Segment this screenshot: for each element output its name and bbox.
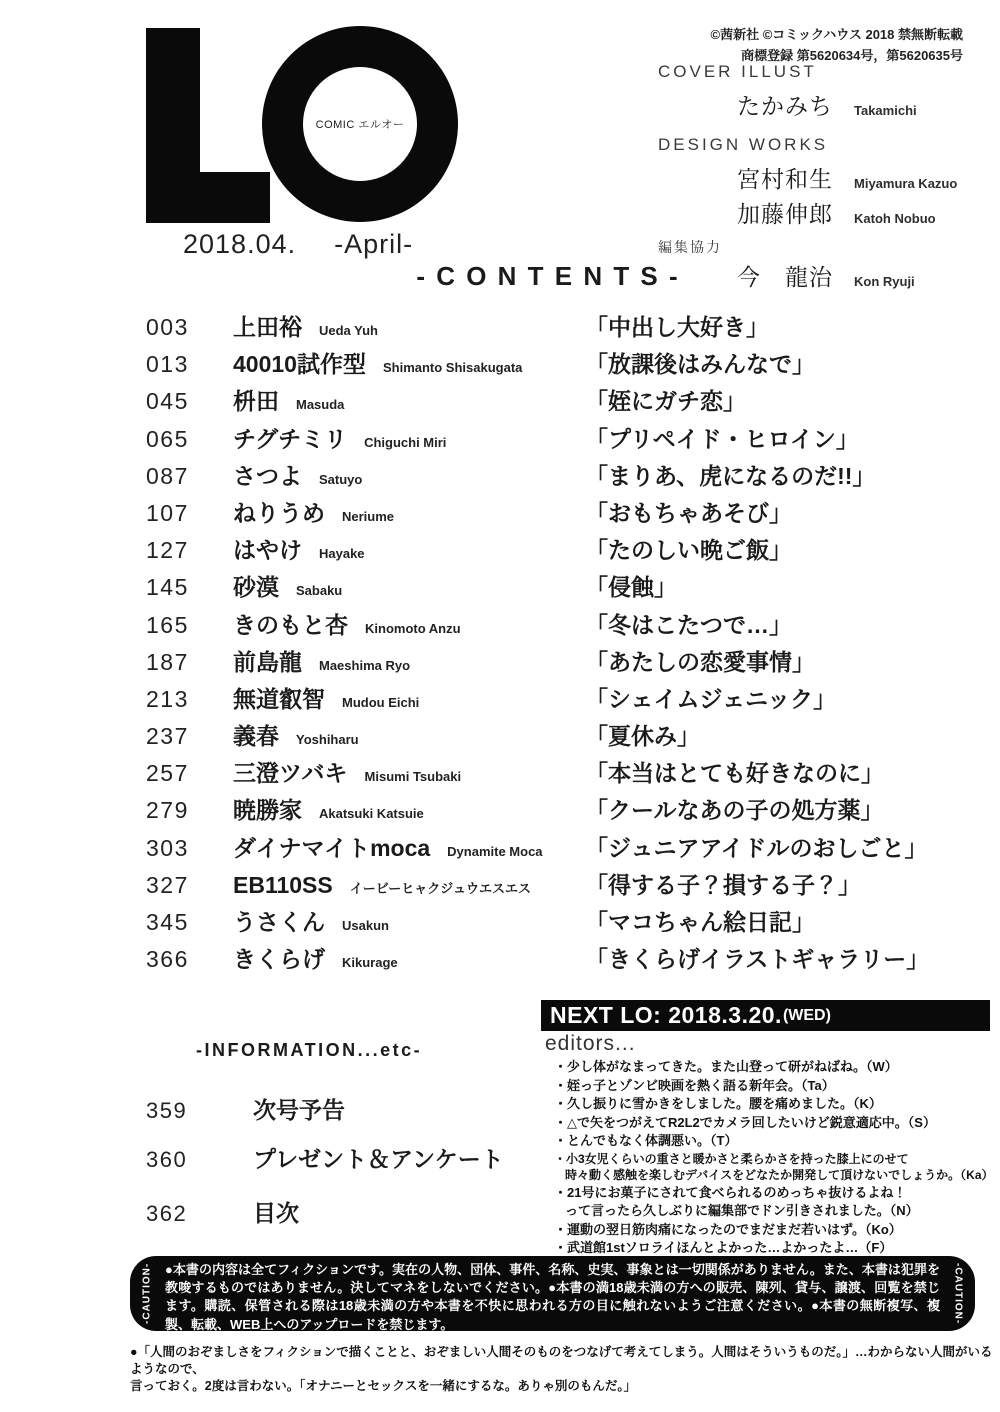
author-romaji: Kikurage [342,955,398,971]
logo-letter-o [262,26,458,222]
footer-note-line-2: 言っておく。2度は言わない。「オナニーとセックスを一緒にするな。ありゃ別のもんだ。」 [130,1379,637,1393]
info-label: プレゼント＆アンケート [253,1146,504,1172]
contents-heading: - C O N T E N T S - [416,261,680,291]
copyright-block [711,24,963,66]
entry-page-number: 257 [146,760,189,787]
entry-title: 「きくらげイラストギャラリー」 [585,946,930,973]
entry-author [233,458,585,491]
editor-comments-list [554,1058,994,1258]
logo-caption: COMIC エルオー [315,119,405,131]
copyright-line-2: 商標登録 第5620634号，第5620635号 [741,48,963,63]
entry-title: 「あたしの恋愛事情」 [585,648,815,675]
table-row [146,495,986,532]
entry-title: 「まりあ、虎になるのだ!!」 [585,462,876,489]
entry-author [233,792,585,825]
entry-author [233,569,585,602]
author-romaji: Neriume [342,508,395,524]
table-row [146,867,986,904]
author-name: 三澄ツバキ [233,760,348,787]
entry-page-number: 145 [146,574,189,601]
entry-page-number: 127 [146,537,189,564]
author-romaji: Ueda Yuh [319,323,379,338]
author-name: きのもと杏 [233,611,348,638]
information-heading: -INFORMATION...etc- [196,1040,423,1060]
issue-month: -April- [334,229,414,259]
entry-page-number: 003 [146,314,189,340]
author-name: 40010試作型 [233,351,366,378]
author-romaji: Mudou Eichi [342,694,420,710]
issue-line [183,229,413,260]
credit-role-editing-cooperation: 編集協力 [658,239,722,255]
credit-person [658,161,978,194]
entry-page-number: 279 [146,797,189,824]
information-row [146,1195,299,1228]
entry-author [233,309,585,342]
table-row [146,458,986,495]
table-row [146,569,986,606]
table-row [146,904,986,941]
entry-page-number: 303 [146,834,189,861]
author-name: 暁勝家 [233,797,302,824]
author-romaji: Yoshiharu [296,732,359,748]
editor-comment: ・21号にお菓子にされて食べられるのめっちゃ抜けるよね！ って言ったら久しぶりに編集部でドン引きされました。（N） [554,1184,919,1218]
credit-person [658,88,978,121]
editor-comment: ・姪っ子とゾンビ映画を熱く語る新年会。（Ta） [554,1077,835,1093]
info-label: 次号予告 [253,1097,345,1123]
information-row [146,1141,504,1174]
table-row [146,532,986,569]
author-romaji: Shimanto Shisakugata [382,360,523,376]
author-romaji: Kinomoto Anzu [365,620,461,636]
credit-person-name: 今 龍治 [737,264,833,290]
entry-page-number: 107 [146,499,189,526]
footer-note-line-1: ●「人間のおぞましさをフィクションで描くことと、おぞましい人間そのものをつなげて考えてしまう。人間はそういうものだ。」…わからない人間がいるようなので、 [130,1345,993,1376]
table-row [146,830,986,867]
table-row [146,941,986,978]
editor-comment: ・とんでもなく体調悪い。（T） [554,1133,738,1148]
entry-page-number: 187 [146,648,189,675]
entry-title: 「冬はこたつで…」 [585,611,792,638]
table-row [146,755,986,792]
entry-title: 「マコちゃん絵日記」 [585,909,815,935]
entry-author [233,421,585,454]
entry-author [233,904,585,937]
entry-author [233,644,585,677]
entry-title: 「中出し大好き」 [585,314,769,340]
author-romaji: Akatsuki Katsuie [319,806,424,822]
footer-note [130,1344,995,1395]
author-romaji: Sabaku [296,583,343,599]
entry-author [233,346,585,379]
staff-credits [658,62,978,292]
author-romaji: イービーヒャクジュウエスエス [349,880,531,896]
author-name: 前島龍 [233,648,302,675]
entry-title: 「たのしい晩ご飯」 [585,537,792,564]
entry-title: 「放課後はみんなで」 [585,351,815,378]
entry-page-number: 065 [146,425,189,452]
credit-person-romaji: Kon Ryuji [854,274,915,289]
credit-person-romaji: Katoh Nobuo [854,211,936,226]
author-name: きくらげ [233,946,325,973]
author-romaji: Satuyo [319,471,363,487]
editor-comment: ・武道館1stソロライほんとよかった…よかったよ…（F） [554,1240,893,1255]
next-issue-banner [541,1000,990,1031]
credit-person-name: たかみち [737,93,833,119]
entry-author [233,607,585,640]
author-name: EB110SS [233,871,333,898]
entry-title: 「得する子？損する子？」 [585,871,861,898]
entry-page-number: 045 [146,388,189,415]
info-page-number: 359 [146,1098,188,1123]
entry-author [233,718,585,751]
table-row [146,792,986,829]
editor-comment: ・小3女児くらいの重さと暖かさと柔らかさを持った膝上にのせて 時々動く感触を楽しむデバイスをどなたか開発して頂けないでしょうか。（Ka） [554,1151,994,1182]
caution-text: ●本書の内容は全てフィクションです。実在の人物、団体、事件、名称、史実、事象とは一切関係がありません。また、本書は犯罪を教唆するものではありません。決してマネをしないでください。●本書の満18歳未満の方への販売、陳列、貸与、譲渡、回覧を禁じます。購読、保管される際は18歳未満の方や本書を不快に思われる方の目に触れないようご注意ください。●本書の無断複写、複製、転載、WEB上へのアップロードを禁じます。 [165,1262,940,1332]
entry-title: 「本当はとても好きなのに」 [585,760,884,787]
info-label: 目次 [253,1200,299,1226]
author-name: 上田裕 [233,314,302,340]
information-row [146,1092,345,1125]
entry-page-number: 237 [146,723,189,750]
author-name: チグチミリ [233,425,348,452]
contents-list [146,309,986,978]
entry-page-number: 213 [146,685,189,712]
author-name: うさくん [233,909,325,935]
editors-heading: editors... [545,1032,636,1055]
info-page-number: 360 [146,1147,188,1172]
caution-box [130,1256,975,1331]
credit-person-romaji: Takamichi [854,103,917,118]
table-row [146,421,986,458]
author-name: ねりうめ [233,499,325,526]
entry-author [233,495,585,528]
entry-page-number: 366 [146,946,189,973]
entry-title: 「侵蝕」 [585,574,677,601]
table-row [146,346,986,383]
entry-page-number: 013 [146,351,189,378]
entry-title: 「プリペイド・ヒロイン」 [585,425,859,452]
author-romaji: Usakun [342,918,389,933]
caution-side-label-left: -CAUTION- [141,1262,153,1325]
info-page-number: 362 [146,1201,188,1226]
table-row [146,309,986,346]
editor-comment: ・運動の翌日筋肉痛になったのでまだまだ若いはず。（Ko） [554,1221,902,1237]
author-romaji: Hayake [319,546,365,562]
entry-title: 「おもちゃあそび」 [585,499,792,526]
entry-author [233,532,585,565]
entry-title: 「夏休み」 [585,723,700,750]
entry-page-number: 087 [146,462,189,489]
caution-side-label-right: -CAUTION- [952,1262,964,1325]
entry-page-number: 327 [146,871,189,898]
author-romaji: Chiguchi Miri [364,434,447,450]
logo-letter-o-inner [303,67,417,181]
entry-author [233,941,585,974]
entry-author [233,681,585,714]
author-name: 義春 [233,723,279,750]
entry-title: 「クールなあの子の処方薬」 [585,797,884,824]
table-row [146,607,986,644]
credit-role-design-works: DESIGN WORKS [658,135,829,154]
entry-page-number: 345 [146,909,189,935]
editor-comment: ・△で矢をつがえてR2L2でカメラ回したいけど鋭意適応中。（S） [554,1114,936,1130]
editor-comment: ・久し振りに雪かきをしました。腰を痛めました。（K） [554,1096,882,1111]
entry-author [233,830,585,863]
author-name: 砂漠 [233,574,279,601]
table-row [146,718,986,755]
author-name: さつよ [233,462,302,489]
issue-date: 2018.04. [183,229,297,259]
author-romaji: Dynamite Moca [447,843,543,859]
credit-person-name: 加藤伸郎 [737,201,833,227]
author-romaji: Masuda [296,397,345,413]
author-romaji: Maeshima Ryo [319,657,411,673]
entry-author [233,872,585,899]
logo-letter-l-foot [146,172,270,223]
entry-title: 「ジュニアアイドルのおしごと」 [585,834,928,861]
table-row [146,681,986,718]
next-issue-weekday: (WED) [782,1006,831,1024]
copyright-line-1: ©茜新社 ©コミックハウス 2018 禁無断転載 [710,27,963,42]
author-name: はやけ [233,537,302,564]
table-row [146,644,986,681]
credit-person-name: 宮村和生 [737,166,833,192]
entry-author [233,383,585,416]
next-issue-date: NEXT LO: 2018.3.20. [550,1002,782,1028]
editor-comment: ・少し体がなまってきた。また山登って研がねばね。（W） [554,1059,898,1074]
credit-person [658,196,978,229]
table-row [146,383,986,420]
author-name: 無道叡智 [233,685,325,712]
entry-author [233,755,585,788]
credit-role-cover-illust: COVER ILLUST [658,62,817,81]
credit-person-romaji: Miyamura Kazuo [854,176,958,191]
entry-title: 「姪にガチ恋」 [585,388,746,415]
entry-page-number: 165 [146,611,189,638]
author-name: ダイナマイトmoca [233,834,431,861]
author-name: 枡田 [233,388,279,415]
entry-title: 「シェイムジェニック」 [585,685,837,712]
author-romaji: Misumi Tsubaki [364,769,462,785]
